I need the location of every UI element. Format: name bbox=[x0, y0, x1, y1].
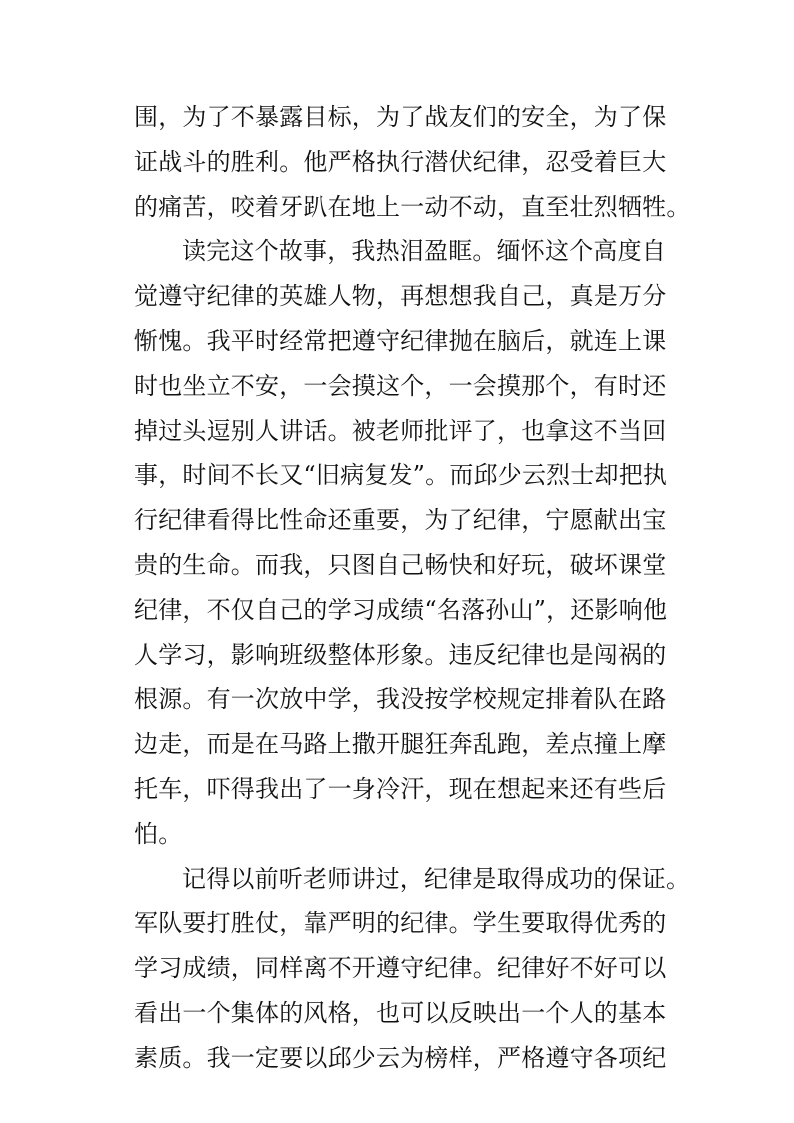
text-line: 军队要打胜仗，靠严明的纪律。学生要取得优秀的 bbox=[134, 909, 667, 938]
text-line: 惭愧。我平时经常把遵守纪律抛在脑后，就连上课 bbox=[134, 326, 667, 355]
text-line: 人学习，影响班级整体形象。违反纪律也是闯祸的 bbox=[134, 640, 667, 669]
text-line: 托车，吓得我出了一身冷汗，现在想起来还有些后 bbox=[134, 774, 667, 803]
text-line: 贵的生命。而我，只图自己畅快和好玩，破坏课堂 bbox=[134, 550, 667, 579]
text-line: 学习成绩，同样离不开遵守纪律。纪律好不好可以 bbox=[134, 954, 667, 983]
body-text bbox=[134, 95, 694, 1081]
text-line: 边走，而是在马路上撒开腿狂奔乱跑，差点撞上摩 bbox=[134, 730, 667, 759]
text-line: 的痛苦，咬着牙趴在地上一动不动，直至壮烈牺牲。 bbox=[134, 192, 691, 221]
text-line: 围，为了不暴露目标，为了战友们的安全，为了保 bbox=[134, 103, 667, 131]
text-line: 证战斗的胜利。他严格执行潜伏纪律，忍受着巨大 bbox=[134, 147, 667, 176]
text-line: 时也坐立不安，一会摸这个，一会摸那个，有时还 bbox=[134, 371, 667, 400]
text-line: 掉过头逗别人讲话。被老师批评了，也拿这不当回 bbox=[134, 416, 667, 445]
text-line: 觉遵守纪律的英雄人物，再想想我自己，真是万分 bbox=[134, 282, 667, 311]
text-line: 纪律，不仅自己的学习成绩“名落孙山”，还影响他 bbox=[134, 595, 668, 624]
paragraph-start-line: 记得以前听老师讲过，纪律是取得成功的保证。 bbox=[182, 864, 691, 893]
text-line: 素质。我一定要以邱少云为榜样，严格遵守各项纪 bbox=[134, 1043, 667, 1072]
text-line: 看出一个集体的风格，也可以反映出一个人的基本 bbox=[134, 998, 667, 1027]
text-line: 怕。 bbox=[134, 819, 183, 848]
text-line: 行纪律看得比性命还重要，为了纪律，宁愿献出宝 bbox=[134, 506, 667, 535]
paragraph-start-line: 读完这个故事，我热泪盈眶。缅怀这个高度自 bbox=[182, 237, 666, 266]
text-line: 事，时间不长又“旧病复发”。而邱少云烈士却把执 bbox=[134, 461, 668, 490]
text-line: 根源。有一次放中学，我没按学校规定排着队在路 bbox=[134, 685, 667, 714]
